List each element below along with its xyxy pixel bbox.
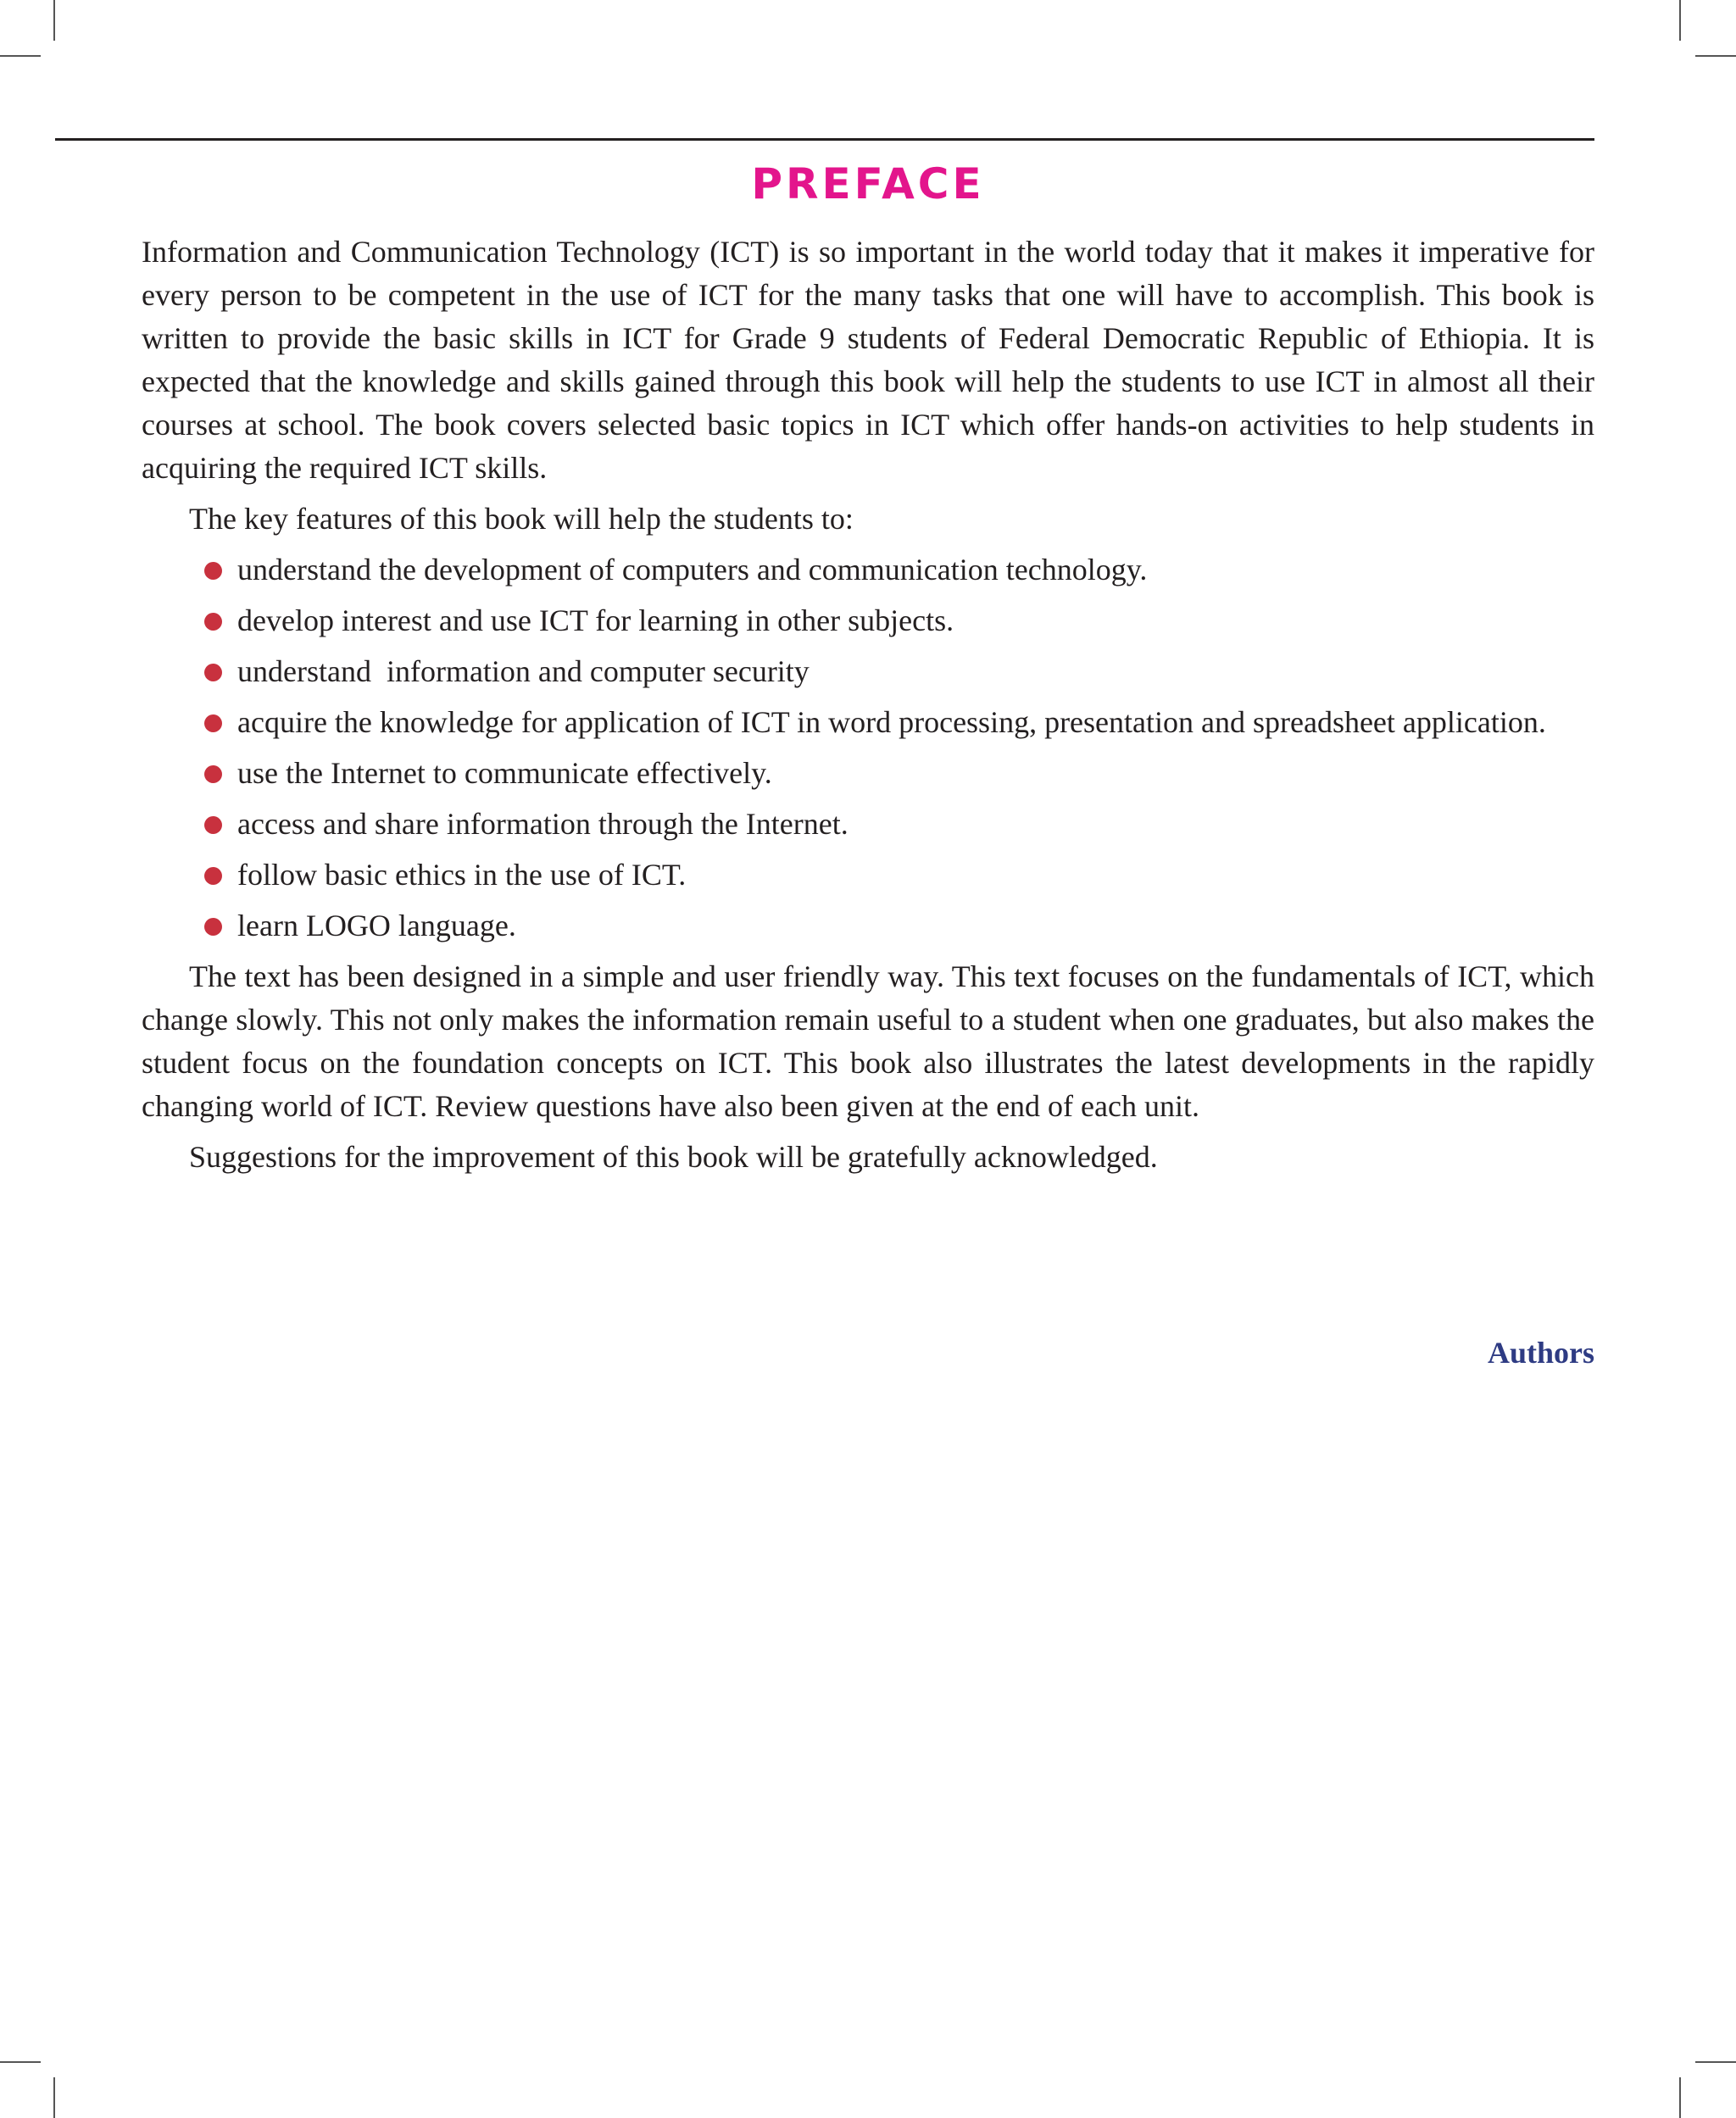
list-item	[142, 650, 1594, 693]
crop-mark	[53, 0, 55, 41]
list-item-text: understand the development of computers and communication technology.	[237, 553, 1148, 586]
list-item	[142, 548, 1594, 592]
signature-authors: Authors	[1487, 1336, 1594, 1370]
list-item	[142, 752, 1594, 795]
crop-mark	[0, 2061, 41, 2063]
suggestions-paragraph: Suggestions for the improvement of this book will be gratefully acknowledged.	[189, 1140, 1158, 1174]
list-item	[142, 599, 1594, 642]
bullet-icon	[204, 714, 222, 732]
crop-mark	[53, 2077, 55, 2118]
list-item	[142, 853, 1594, 897]
design-paragraph: The text has been designed in a simple and user friendly way. This text focuses on the fundamentals of ICT, which change slowly. This not only makes the information remain useful to a student when one graduates, but also makes the student focus on the foundation concepts on ICT. This book also illustrates the latest developments in the rapidly changing world of ICT. Review questions have also been given at the end of each unit.	[142, 959, 1594, 1123]
bullet-icon	[204, 613, 222, 631]
bullet-icon	[204, 765, 222, 783]
list-item	[142, 803, 1594, 846]
list-item-text: understand information and computer security	[237, 654, 810, 688]
bullet-icon	[204, 816, 222, 834]
bullet-icon	[204, 867, 222, 885]
crop-mark	[0, 55, 41, 57]
features-lead-paragraph: The key features of this book will help the students to:	[189, 502, 854, 536]
bullet-icon	[204, 562, 222, 580]
intro-paragraph: Information and Communication Technology (ICT) is so important in the world today that it makes it imperative for every person to be competent in the use of ICT for the many tasks that one will have to accomplish. This book is written to provide the basic skills in ICT for Grade 9 students of Federal Democratic Republic of Ethiopia. It is expected that the knowledge and skills gained through this book will help the students to use ICT in almost all their courses at school. The book covers selected basic topics in ICT which offer hands-on activities to help students in acquiring the required ICT skills.	[142, 235, 1594, 485]
header-rule	[55, 138, 1594, 141]
list-item-text: learn LOGO language.	[237, 909, 516, 942]
crop-mark	[1695, 55, 1736, 57]
features-list	[142, 548, 1594, 948]
bullet-icon	[204, 918, 222, 936]
crop-mark	[1679, 2077, 1681, 2118]
list-item	[142, 701, 1594, 744]
preface-body	[142, 231, 1594, 1187]
list-item-text: use the Internet to communicate effectively.	[237, 756, 772, 790]
list-item-text: access and share information through the Internet.	[237, 807, 849, 841]
list-item	[142, 904, 1594, 948]
page-title: PREFACE	[751, 159, 985, 208]
list-item-text: develop interest and use ICT for learning in other subjects.	[237, 603, 954, 637]
crop-mark	[1695, 2061, 1736, 2063]
bullet-icon	[204, 664, 222, 681]
list-item-text: acquire the knowledge for application of ICT in word processing, presentation and spreadsheet application.	[237, 705, 1546, 739]
crop-mark	[1679, 0, 1681, 41]
list-item-text: follow basic ethics in the use of ICT.	[237, 858, 687, 892]
